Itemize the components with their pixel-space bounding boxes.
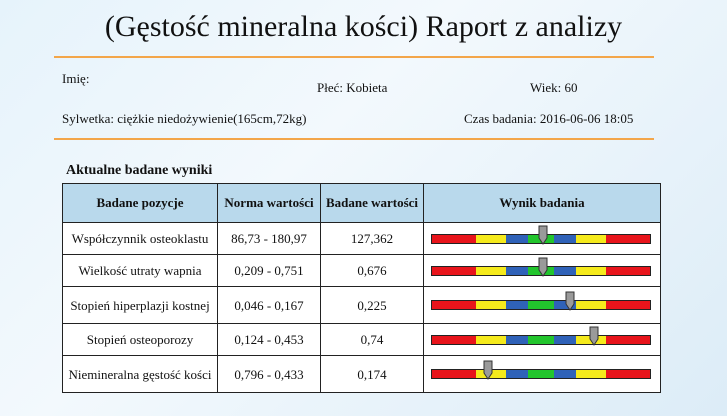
result-scale-bar — [431, 369, 651, 379]
value-cell: 127,362 — [321, 223, 424, 255]
norm-cell: 0,046 - 0,167 — [218, 287, 321, 324]
scale-segment — [506, 235, 528, 243]
item-cell: Niemineralna gęstość kości — [63, 356, 218, 393]
item-cell: Współczynnik osteoklastu — [63, 223, 218, 255]
scale-segment — [554, 336, 576, 344]
title-divider — [54, 56, 654, 58]
figure-value: ciężkie niedożywienie(165cm,72kg) — [117, 111, 307, 126]
scale-segment — [432, 235, 476, 243]
table-row — [63, 223, 661, 255]
table-row — [63, 287, 661, 324]
header-result: Wynik badania — [424, 184, 661, 223]
scale-segment — [528, 301, 554, 309]
exam-time-field — [464, 111, 633, 127]
result-marker-icon — [538, 225, 548, 245]
header-norm: Norma wartości — [218, 184, 321, 223]
scale-segment — [476, 267, 507, 275]
result-cell — [424, 223, 661, 255]
scale-segment — [432, 301, 476, 309]
value-cell: 0,225 — [321, 287, 424, 324]
gender-value: Kobieta — [346, 80, 388, 95]
result-marker-icon — [483, 360, 493, 380]
section-title: Aktualne badane wyniki — [66, 163, 213, 178]
result-cell — [424, 324, 661, 356]
name-field — [62, 71, 89, 87]
norm-cell: 0,796 - 0,433 — [218, 356, 321, 393]
result-scale-bar — [431, 335, 651, 345]
norm-cell: 0,124 - 0,453 — [218, 324, 321, 356]
scale-segment — [606, 336, 650, 344]
scale-segment — [506, 267, 528, 275]
scale-segment — [432, 336, 476, 344]
scale-segment — [476, 336, 507, 344]
gender-label: Płeć: — [317, 80, 343, 95]
scale-segment — [554, 370, 576, 378]
info-divider — [54, 138, 654, 140]
scale-segment — [576, 235, 607, 243]
scale-segment — [554, 235, 576, 243]
name-label: Imię: — [62, 71, 90, 86]
figure-label: Sylwetka: — [62, 111, 114, 126]
results-table — [62, 183, 661, 393]
scale-segment — [606, 235, 650, 243]
value-cell: 0,74 — [321, 324, 424, 356]
value-cell: 0,174 — [321, 356, 424, 393]
scale-segment — [606, 370, 650, 378]
item-cell: Wielkość utraty wapnia — [63, 255, 218, 287]
scale-segment — [606, 267, 650, 275]
scale-segment — [554, 267, 576, 275]
scale-segment — [432, 267, 476, 275]
table-row — [63, 255, 661, 287]
item-cell: Stopień hiperplazji kostnej — [63, 287, 218, 324]
result-cell — [424, 356, 661, 393]
exam-time-value: 2016-06-06 18:05 — [539, 111, 634, 126]
result-scale-bar — [431, 300, 651, 310]
report-title: (Gęstość mineralna kości) Raport z analizy — [104, 10, 623, 43]
age-field — [530, 80, 578, 96]
result-marker-icon — [565, 291, 575, 311]
norm-cell: 86,73 - 180,97 — [218, 223, 321, 255]
header-item: Badane pozycje — [63, 184, 218, 223]
scale-segment — [432, 370, 476, 378]
age-value: 60 — [564, 80, 578, 95]
scale-segment — [606, 301, 650, 309]
norm-cell: 0,209 - 0,751 — [218, 255, 321, 287]
age-label: Wiek: — [530, 80, 562, 95]
header-value: Badane wartości — [321, 184, 424, 223]
table-row — [63, 324, 661, 356]
gender-field — [317, 80, 387, 96]
table-row — [63, 356, 661, 393]
scale-segment — [506, 301, 528, 309]
result-cell — [424, 287, 661, 324]
scale-segment — [476, 301, 507, 309]
value-cell: 0,676 — [321, 255, 424, 287]
exam-time-label: Czas badania: — [464, 111, 537, 126]
scale-segment — [576, 301, 607, 309]
table-header-row — [63, 184, 661, 223]
item-cell: Stopień osteoporozy — [63, 324, 218, 356]
result-marker-icon — [538, 257, 548, 277]
scale-segment — [576, 267, 607, 275]
result-marker-icon — [589, 326, 599, 346]
scale-segment — [528, 370, 554, 378]
result-cell — [424, 255, 661, 287]
figure-field — [62, 111, 306, 127]
scale-segment — [506, 370, 528, 378]
scale-segment — [476, 235, 507, 243]
scale-segment — [528, 336, 554, 344]
scale-segment — [576, 370, 607, 378]
scale-segment — [506, 336, 528, 344]
